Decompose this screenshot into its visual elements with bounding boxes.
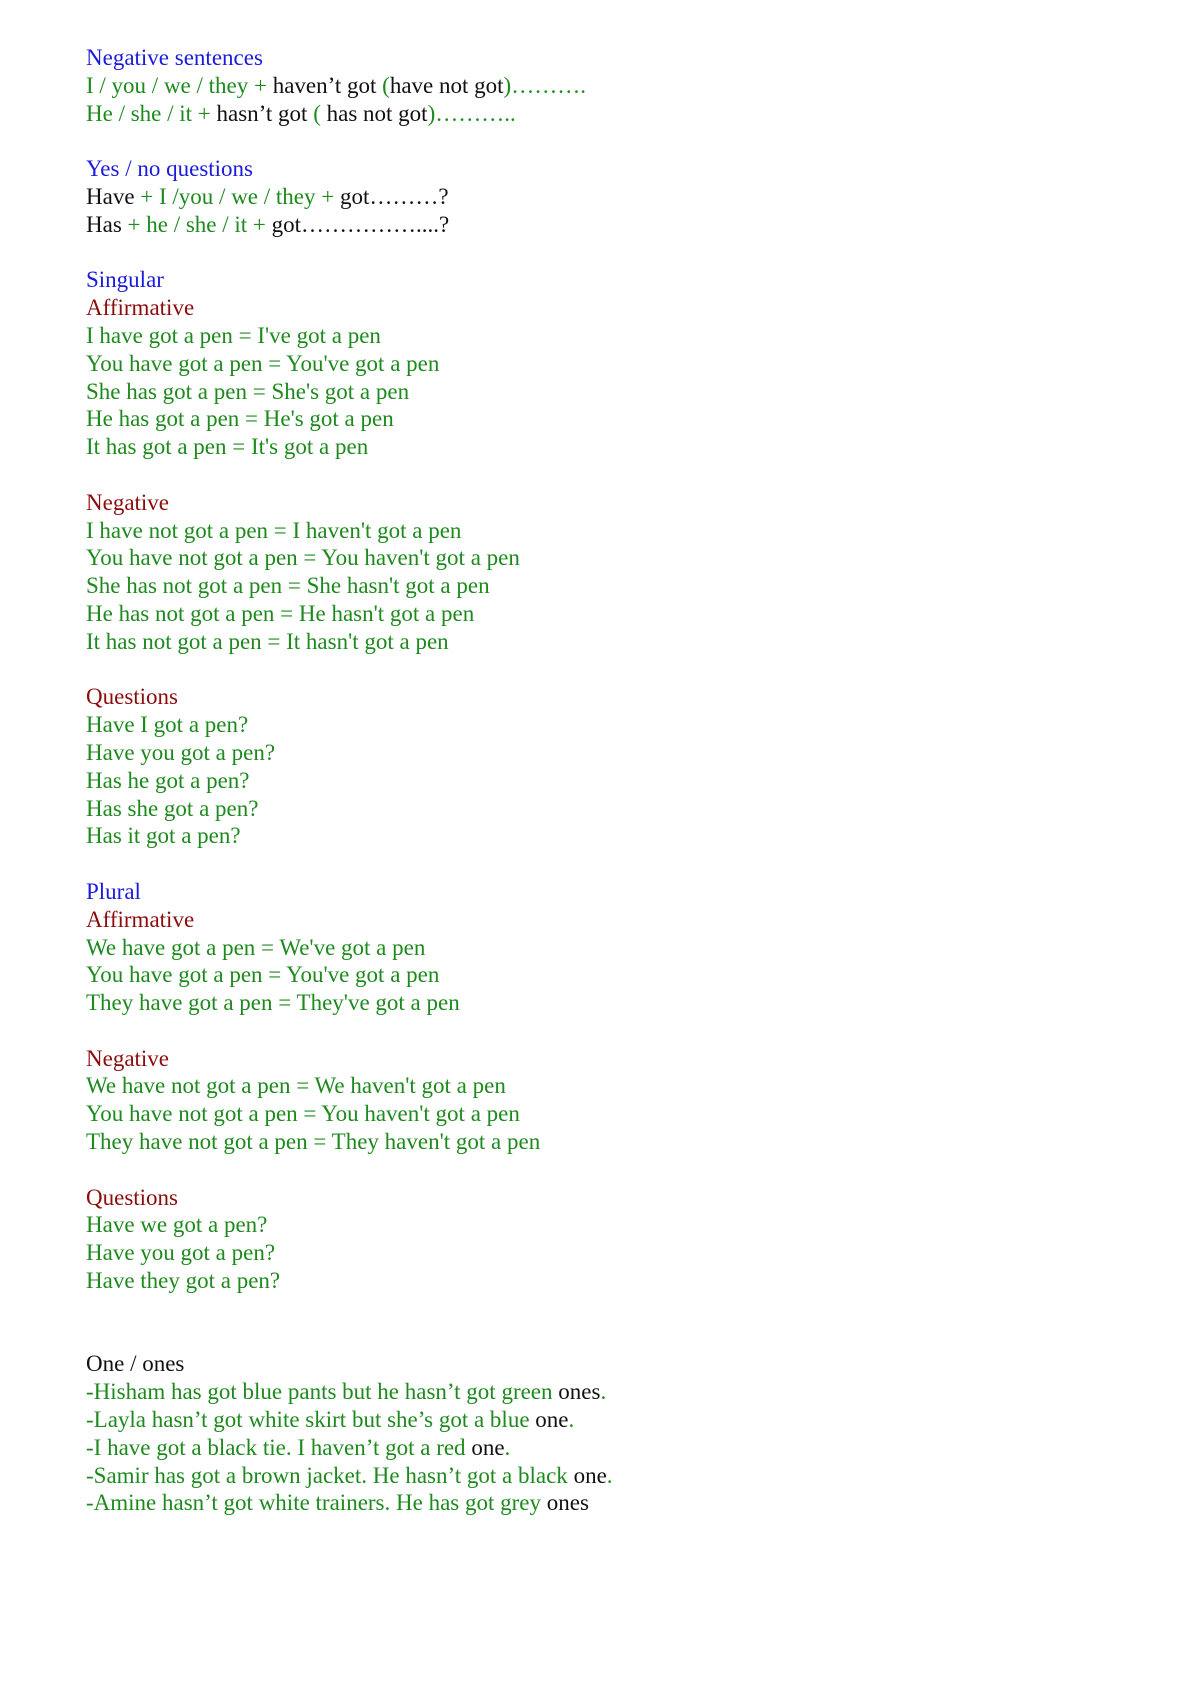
text-segment: Has bbox=[86, 211, 122, 237]
question-formula-plural bbox=[86, 183, 1126, 211]
singular-negative-line: You have not got a pen = You haven't got a pen bbox=[86, 545, 520, 571]
text-segment: has not got bbox=[326, 100, 428, 126]
plural-question-line: Have we got a pen? bbox=[86, 1212, 268, 1238]
spacer bbox=[86, 1017, 1126, 1045]
text-segment: -I have got a black tie. I haven’t got a red bbox=[86, 1434, 472, 1460]
text-segment: + he / she / it + bbox=[121, 211, 272, 237]
plural-questions-list bbox=[86, 1211, 1126, 1294]
text-segment: -Layla hasn’t got white skirt but she’s got a blue bbox=[86, 1407, 536, 1433]
plural-affirmative-line: They have got a pen = They've got a pen bbox=[86, 990, 460, 1016]
subheading-singular-questions: Questions bbox=[86, 684, 178, 710]
one-ones-example bbox=[86, 1406, 1126, 1434]
plural-question-line: Have you got a pen? bbox=[86, 1240, 276, 1266]
one-ones-example bbox=[86, 1489, 1126, 1517]
text-segment: ones bbox=[546, 1490, 589, 1516]
singular-affirmative-line: He has got a pen = He's got a pen bbox=[86, 406, 394, 432]
singular-affirmative-list bbox=[86, 322, 1126, 461]
text-segment: Have bbox=[86, 183, 135, 209]
text-segment: one bbox=[573, 1462, 607, 1488]
text-segment: ( bbox=[313, 100, 327, 126]
singular-question-line: Has it got a pen? bbox=[86, 823, 241, 849]
spacer bbox=[86, 461, 1126, 489]
singular-affirmative-line: She has got a pen = She's got a pen bbox=[86, 378, 410, 404]
subheading-plural-questions: Questions bbox=[86, 1184, 178, 1210]
plural-question-line: Have they got a pen? bbox=[86, 1268, 281, 1294]
text-segment: )……….. bbox=[427, 100, 516, 126]
singular-negative-list bbox=[86, 517, 1126, 656]
plural-negative-line: We have not got a pen = We haven't got a pen bbox=[86, 1073, 506, 1099]
section-heading-singular: Singular bbox=[86, 267, 164, 293]
text-segment: haven’t got bbox=[272, 72, 383, 98]
singular-affirmative-line: I have got a pen = I've got a pen bbox=[86, 322, 381, 348]
one-ones-example bbox=[86, 1434, 1126, 1462]
section-heading-one-ones: One / ones bbox=[86, 1351, 185, 1377]
text-segment: ( bbox=[382, 72, 390, 98]
text-segment: ones bbox=[558, 1379, 601, 1405]
singular-question-line: Has she got a pen? bbox=[86, 795, 259, 821]
spacer bbox=[86, 656, 1126, 684]
subheading-plural-affirmative: Affirmative bbox=[86, 906, 195, 932]
singular-negative-line: It has not got a pen = It hasn't got a pen bbox=[86, 628, 449, 654]
text-segment: He / she / it + bbox=[86, 100, 217, 126]
singular-affirmative-line: It has got a pen = It's got a pen bbox=[86, 434, 369, 460]
text-segment: I / you / we / they + bbox=[86, 72, 273, 98]
singular-question-line: Have I got a pen? bbox=[86, 712, 249, 738]
plural-negative-list bbox=[86, 1072, 1126, 1155]
section-heading-negative-sentences: Negative sentences bbox=[86, 45, 263, 70]
singular-negative-line: I have not got a pen = I haven't got a pen bbox=[86, 517, 462, 543]
negative-sentence-formula-plural bbox=[86, 72, 1126, 100]
spacer bbox=[86, 127, 1126, 155]
text-segment: hasn’t got bbox=[216, 100, 314, 126]
text-segment: . bbox=[600, 1379, 607, 1405]
spacer bbox=[86, 1295, 1126, 1351]
text-segment: . bbox=[504, 1434, 511, 1460]
text-segment: have not got bbox=[389, 72, 504, 98]
subheading-plural-negative: Negative bbox=[86, 1045, 170, 1071]
plural-affirmative-line: You have got a pen = You've got a pen bbox=[86, 962, 440, 988]
singular-question-line: Has he got a pen? bbox=[86, 767, 250, 793]
text-segment: -Hisham has got blue pants but he hasn’t got green bbox=[86, 1379, 559, 1405]
text-segment: got………? bbox=[339, 183, 449, 209]
negative-sentence-formula-singular bbox=[86, 100, 1126, 128]
document-page bbox=[86, 44, 1126, 1517]
singular-negative-line: She has not got a pen = She hasn't got a pen bbox=[86, 573, 490, 599]
question-formula-singular bbox=[86, 211, 1126, 239]
subheading-singular-negative: Negative bbox=[86, 489, 170, 515]
plural-affirmative-line: We have got a pen = We've got a pen bbox=[86, 934, 426, 960]
singular-questions-list bbox=[86, 711, 1126, 850]
text-segment: )………. bbox=[503, 72, 586, 98]
text-segment: -Samir has got a brown jacket. He hasn’t got a black bbox=[86, 1462, 574, 1488]
section-heading-plural: Plural bbox=[86, 878, 141, 904]
singular-negative-line: He has not got a pen = He hasn't got a pen bbox=[86, 600, 475, 626]
spacer bbox=[86, 850, 1126, 878]
text-segment: -Amine hasn’t got white trainers. He has got grey bbox=[86, 1490, 547, 1516]
singular-question-line: Have you got a pen? bbox=[86, 739, 276, 765]
plural-affirmative-list bbox=[86, 934, 1126, 1017]
text-segment: one bbox=[535, 1407, 569, 1433]
spacer bbox=[86, 1156, 1126, 1184]
text-segment: . bbox=[606, 1462, 613, 1488]
text-segment: got……………....? bbox=[271, 211, 450, 237]
spacer bbox=[86, 239, 1126, 267]
one-ones-example bbox=[86, 1462, 1126, 1490]
one-ones-example bbox=[86, 1378, 1126, 1406]
section-heading-yes-no-questions: Yes / no questions bbox=[86, 156, 253, 182]
plural-negative-line: They have not got a pen = They haven't got a pen bbox=[86, 1129, 541, 1155]
text-segment: + I /you / we / they + bbox=[134, 183, 340, 209]
subheading-singular-affirmative: Affirmative bbox=[86, 295, 195, 321]
plural-negative-line: You have not got a pen = You haven't got a pen bbox=[86, 1101, 520, 1127]
text-segment: . bbox=[568, 1407, 575, 1433]
text-segment: one bbox=[471, 1434, 505, 1460]
singular-affirmative-line: You have got a pen = You've got a pen bbox=[86, 350, 440, 376]
